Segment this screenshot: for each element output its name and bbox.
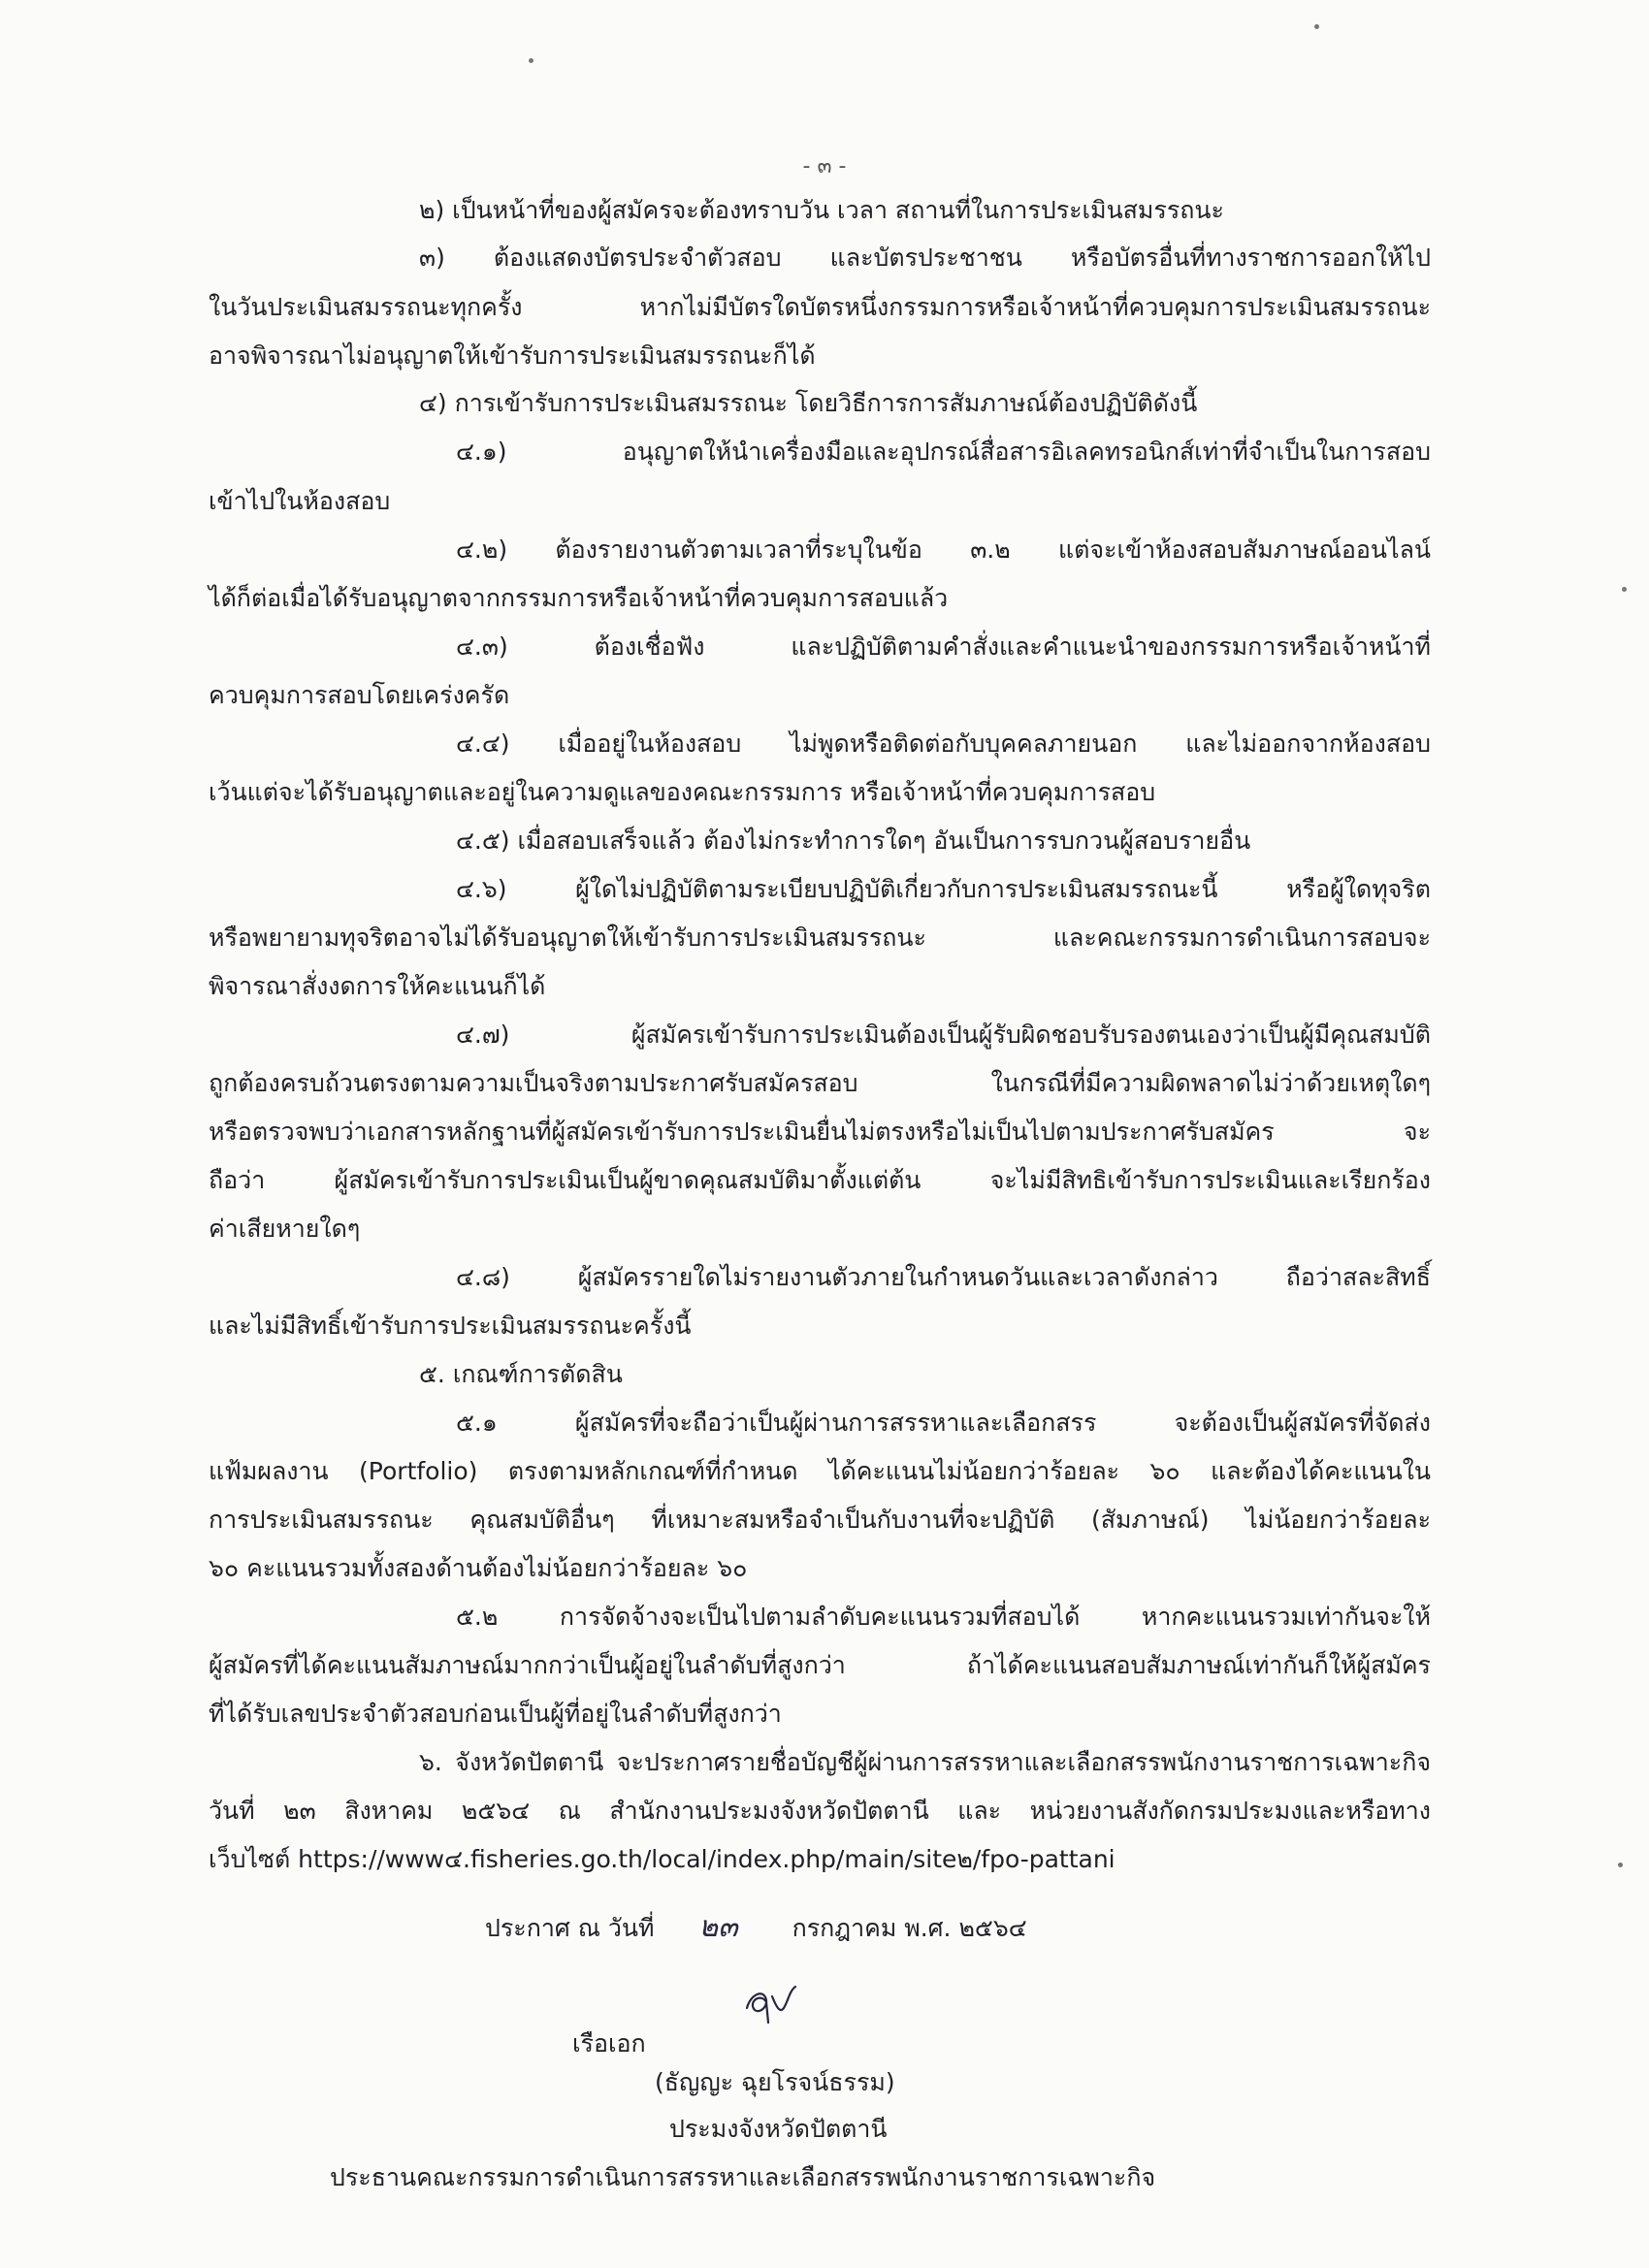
text-line: ผู้สมัครที่ได้คะแนนสัมภาษณ์มากกว่าเป็นผู้อยู่ในลำดับที่สูงกว่า ถ้าได้คะแนนสอบสัมภาษณ์เท่ากันก็ให้ผู้สมัคร (209, 1651, 1431, 1679)
text-line: เว็บไซต์ https://www๔.fisheries.go.th/local/index.php/main/site๒/fpo-pattani (209, 1845, 1116, 1873)
text-line: ควบคุมการสอบโดยเคร่งครัด (209, 681, 510, 709)
text-line: ๕. เกณฑ์การตัดสิน (419, 1360, 623, 1388)
text-line: ๕.๒ การจัดจ้างจะเป็นไปตามลำดับคะแนนรวมที่สอบได้ หากคะแนนรวมเท่ากันจะให้ (456, 1603, 1431, 1631)
text-line: ๓) ต้องแสดงบัตรประจำตัวสอบ และบัตรประชาชน หรือบัตรอื่นที่ทางราชการออกให้ไป (419, 243, 1431, 272)
signer-rank: เรือเอก (572, 2029, 646, 2057)
text-line: ที่ได้รับเลขประจำตัวสอบก่อนเป็นผู้ที่อยู่ในลำดับที่สูงกว่า (209, 1700, 782, 1728)
text-line: ค่าเสียหายใดๆ (209, 1215, 361, 1243)
announce-label: ประกาศ ณ วันที่ (485, 1914, 655, 1942)
text-line: การประเมินสมรรถนะ คุณสมบัติอื่นๆ ที่เหมาะสมหรือจำเป็นกับงานที่จะปฏิบัติ (สัมภาษณ์) ไม่น้อยกว่าร้อยละ (209, 1506, 1431, 1534)
signer-committee-role: ประธานคณะกรรมการดำเนินการสรรหาและเลือกสรรพนักงานราชการเฉพาะกิจ (330, 2163, 1156, 2191)
text-line: ๖๐ คะแนนรวมทั้งสองด้านต้องไม่น้อยกว่าร้อยละ ๖๐ (209, 1554, 748, 1582)
scan-speck (1622, 587, 1627, 592)
text-line: พิจารณาสั่งงดการให้คะแนนก็ได้ (209, 972, 546, 1000)
announce-day: ๒๓ (698, 1910, 738, 1944)
signer-name: (ธัญญะ ฉุยโรจน์ธรรม) (655, 2068, 895, 2096)
handwritten-signature (737, 1969, 805, 2037)
text-line: และไม่มีสิทธิ์เข้ารับการประเมินสมรรถนะครั้งนี้ (209, 1312, 692, 1340)
scan-speck (1618, 1863, 1623, 1867)
text-line: ๔) การเข้ารับการประเมินสมรรถนะ โดยวิธีการการสัมภาษณ์ต้องปฏิบัติดังนี้ (419, 389, 1198, 417)
text-line: ได้ก็ต่อเมื่อได้รับอนุญาตจากกรรมการหรือเจ้าหน้าที่ควบคุมการสอบแล้ว (209, 584, 949, 612)
announce-month-year: กรกฎาคม พ.ศ. ๒๕๖๔ (792, 1914, 1027, 1942)
text-line: หรือตรวจพบว่าเอกสารหลักฐานที่ผู้สมัครเข้ารับการประเมินยื่นไม่ตรงหรือไม่เป็นไปตามประกาศรับสมัคร จะ (209, 1118, 1431, 1146)
text-line: ในวันประเมินสมรรถนะทุกครั้ง หากไม่มีบัตรใดบัตรหนึ่งกรรมการหรือเจ้าหน้าที่ควบคุมการประเมินสมรรถนะ (209, 293, 1431, 321)
text-line: ๖. จังหวัดปัตตานี จะประกาศรายชื่อบัญชีผู้ผ่านการสรรหาและเลือกสรรพนักงานราชการเฉพาะกิจ (419, 1748, 1431, 1776)
text-line: วันที่ ๒๓ สิงหาคม ๒๕๖๔ ณ สำนักงานประมงจังหวัดปัตตานี และ หน่วยงานสังกัดกรมประมงและหรือทาง (209, 1797, 1431, 1825)
text-line: อาจพิจารณาไม่อนุญาตให้เข้ารับการประเมินสมรรถนะก็ได้ (209, 341, 816, 370)
text-line: ถูกต้องครบถ้วนตรงตามความเป็นจริงตามประกาศรับสมัครสอบ ในกรณีที่มีความผิดพลาดไม่ว่าด้วยเหตุใดๆ (209, 1069, 1431, 1097)
text-line: ๕.๑ ผู้สมัครที่จะถือว่าเป็นผู้ผ่านการสรรหาและเลือกสรร จะต้องเป็นผู้สมัครที่จัดส่ง (456, 1409, 1431, 1437)
scan-speck (1314, 24, 1319, 29)
text-line: ๔.๑) อนุญาตให้นำเครื่องมือและอุปกรณ์สื่อสารอิเลคทรอนิกส์เท่าที่จำเป็นในการสอบ (456, 437, 1431, 466)
text-line: ๔.๓) ต้องเชื่อฟัง และปฏิบัติตามคำสั่งและคำแนะนำของกรรมการหรือเจ้าหน้าที่ (456, 632, 1431, 661)
page-number: - ๓ - (802, 154, 847, 178)
text-line: แฟ้มผลงาน (Portfolio) ตรงตามหลักเกณฑ์ที่กำหนด ได้คะแนนไม่น้อยกว่าร้อยละ ๖๐ และต้องได้คะแนนใน (209, 1457, 1431, 1485)
text-line: ๔.๔) เมื่ออยู่ในห้องสอบ ไม่พูดหรือติดต่อกับบุคคลภายนอก และไม่ออกจากห้องสอบ (456, 729, 1431, 758)
text-line: ๒) เป็นหน้าที่ของผู้สมัครจะต้องทราบวัน เวลา สถานที่ในการประเมินสมรรถนะ (419, 196, 1224, 224)
text-line: เว้นแต่จะได้รับอนุญาตและอยู่ในความดูแลของคณะกรรมการ หรือเจ้าหน้าที่ควบคุมการสอบ (209, 778, 1156, 806)
scan-speck (529, 58, 534, 63)
signer-position: ประมงจังหวัดปัตตานี (669, 2115, 888, 2143)
text-line: ๔.๗) ผู้สมัครเข้ารับการประเมินต้องเป็นผู้รับผิดชอบรับรองตนเองว่าเป็นผู้มีคุณสมบัติ (456, 1021, 1431, 1049)
text-line: ๔.๘) ผู้สมัครรายใดไม่รายงานตัวภายในกำหนดวันและเวลาดังกล่าว ถือว่าสละสิทธิ์ (456, 1263, 1431, 1291)
text-line: เข้าไปในห้องสอบ (209, 487, 391, 515)
text-line: หรือพยายามทุจริตอาจไม่ได้รับอนุญาตให้เข้ารับการประเมินสมรรถนะ และคณะกรรมการดำเนินการสอบจะ (209, 923, 1431, 952)
text-line: ๔.๒) ต้องรายงานตัวตามเวลาที่ระบุในข้อ ๓.๒ แต่จะเข้าห้องสอบสัมภาษณ์ออนไลน์ (456, 535, 1431, 564)
text-line: ๔.๕) เมื่อสอบเสร็จแล้ว ต้องไม่กระทำการใดๆ อันเป็นการรบกวนผู้สอบรายอื่น (456, 826, 1251, 855)
announcement-date (485, 1908, 1358, 1947)
text-line: ๔.๖) ผู้ใดไม่ปฏิบัติตามระเบียบปฏิบัติเกี่ยวกับการประเมินสมรรถนะนี้ หรือผู้ใดทุจริต (456, 875, 1431, 903)
text-line: ถือว่า ผู้สมัครเข้ารับการประเมินเป็นผู้ขาดคุณสมบัติมาตั้งแต่ต้น จะไม่มีสิทธิเข้ารับการประเมินและเรียกร้อง (209, 1166, 1431, 1194)
